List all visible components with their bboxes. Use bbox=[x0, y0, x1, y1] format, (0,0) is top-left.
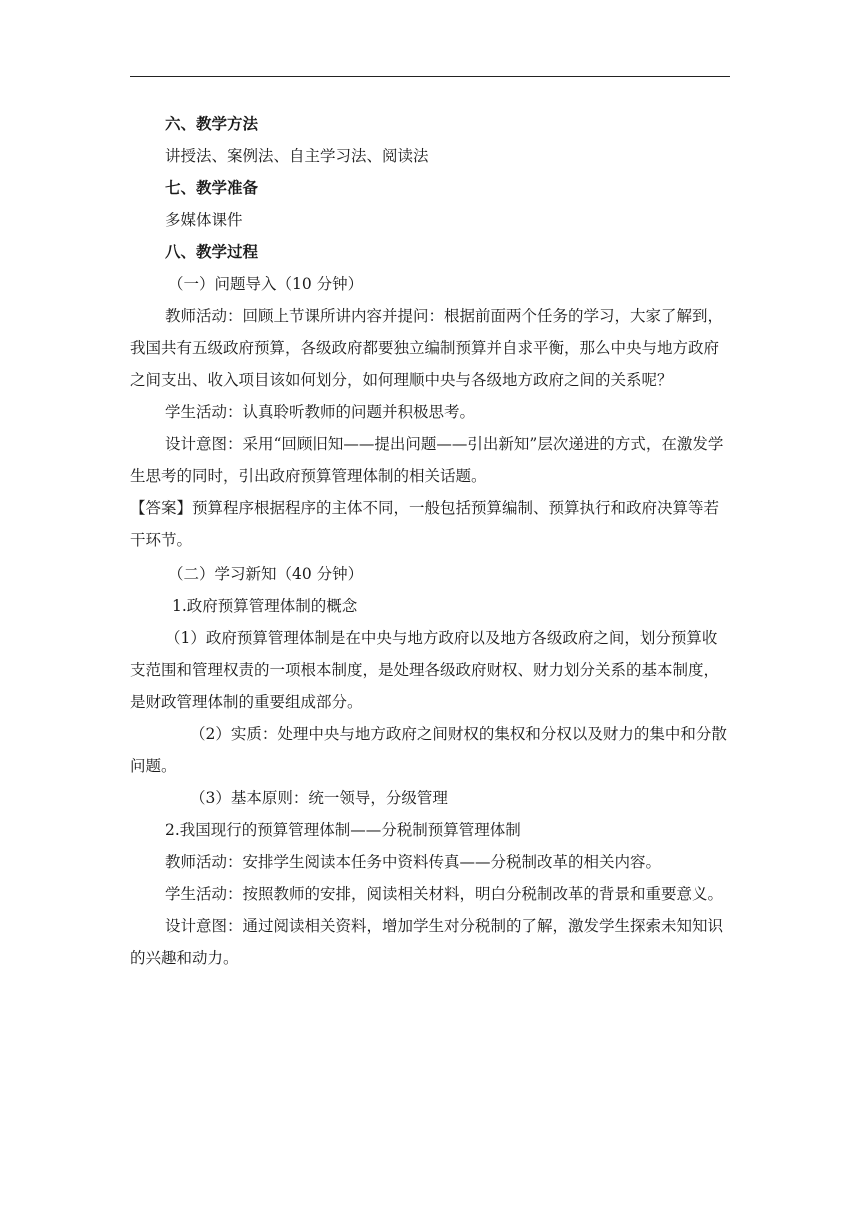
item1-title: 1.政府预算管理体制的概念 bbox=[172, 597, 358, 615]
part1-student-activity: 学生活动：认真聆听教师的问题并积极思考。 bbox=[165, 403, 476, 421]
section-7-heading: 七、教学准备 bbox=[165, 179, 259, 197]
part1-design-intent: 设计意图：采用“回顾旧知——提出问题——引出新知”层次递进的方式，在激发学生思考的同时，引出政府预算管理体制的相关话题。 bbox=[130, 435, 724, 485]
part2-heading: （二）学习新知（40 分钟） bbox=[168, 565, 364, 583]
item1-paragraph-2: （2）实质：处理中央与地方政府之间财权的集权和分权以及财力的集中和分散问题。 bbox=[130, 725, 727, 775]
item1-paragraph-1: （1）政府预算管理体制是在中央与地方政府以及地方各级政府之间，划分预算收支范围和管理权责的一项根本制度，是处理各级政府财权、财力划分关系的基本制度，是财政管理体制的重要组成部分。 bbox=[130, 629, 720, 711]
part2-design-intent: 设计意图：通过阅读相关资料，增加学生对分税制的了解，激发学生探索未知知识的兴趣和动力。 bbox=[130, 917, 724, 967]
document-body bbox=[130, 108, 730, 974]
part2-student-activity: 学生活动：按照教师的安排，阅读相关材料，明白分税制改革的背景和重要意义。 bbox=[165, 885, 724, 903]
section-6-body: 讲授法、案例法、自主学习法、阅读法 bbox=[165, 147, 429, 165]
part1-heading: （一）问题导入（10 分钟） bbox=[168, 275, 364, 293]
part2-teacher-activity: 教师活动：安排学生阅读本任务中资料传真——分税制改革的相关内容。 bbox=[165, 853, 662, 871]
part1-teacher-activity: 教师活动：回顾上节课所讲内容并提问：根据前面两个任务的学习，大家了解到，我国共有五级政府预算，各级政府都要独立编制预算并自求平衡，那么中央与地方政府之间支出、收入项目该如何划分，如何理顺中央与各级地方政府之间的关系呢？ bbox=[130, 307, 724, 389]
item2-title: 2.我国现行的预算管理体制——分税制预算管理体制 bbox=[165, 821, 521, 839]
section-6-heading: 六、教学方法 bbox=[165, 115, 259, 133]
section-7-body: 多媒体课件 bbox=[165, 211, 243, 229]
item1-paragraph-3: （3）基本原则：统一领导，分级管理 bbox=[190, 789, 448, 807]
part1-answer: 【答案】预算程序根据程序的主体不同，一般包括预算编制、预算执行和政府决算等若干环节。 bbox=[130, 499, 720, 549]
section-8-heading: 八、教学过程 bbox=[165, 243, 259, 261]
header-rule bbox=[130, 76, 730, 77]
